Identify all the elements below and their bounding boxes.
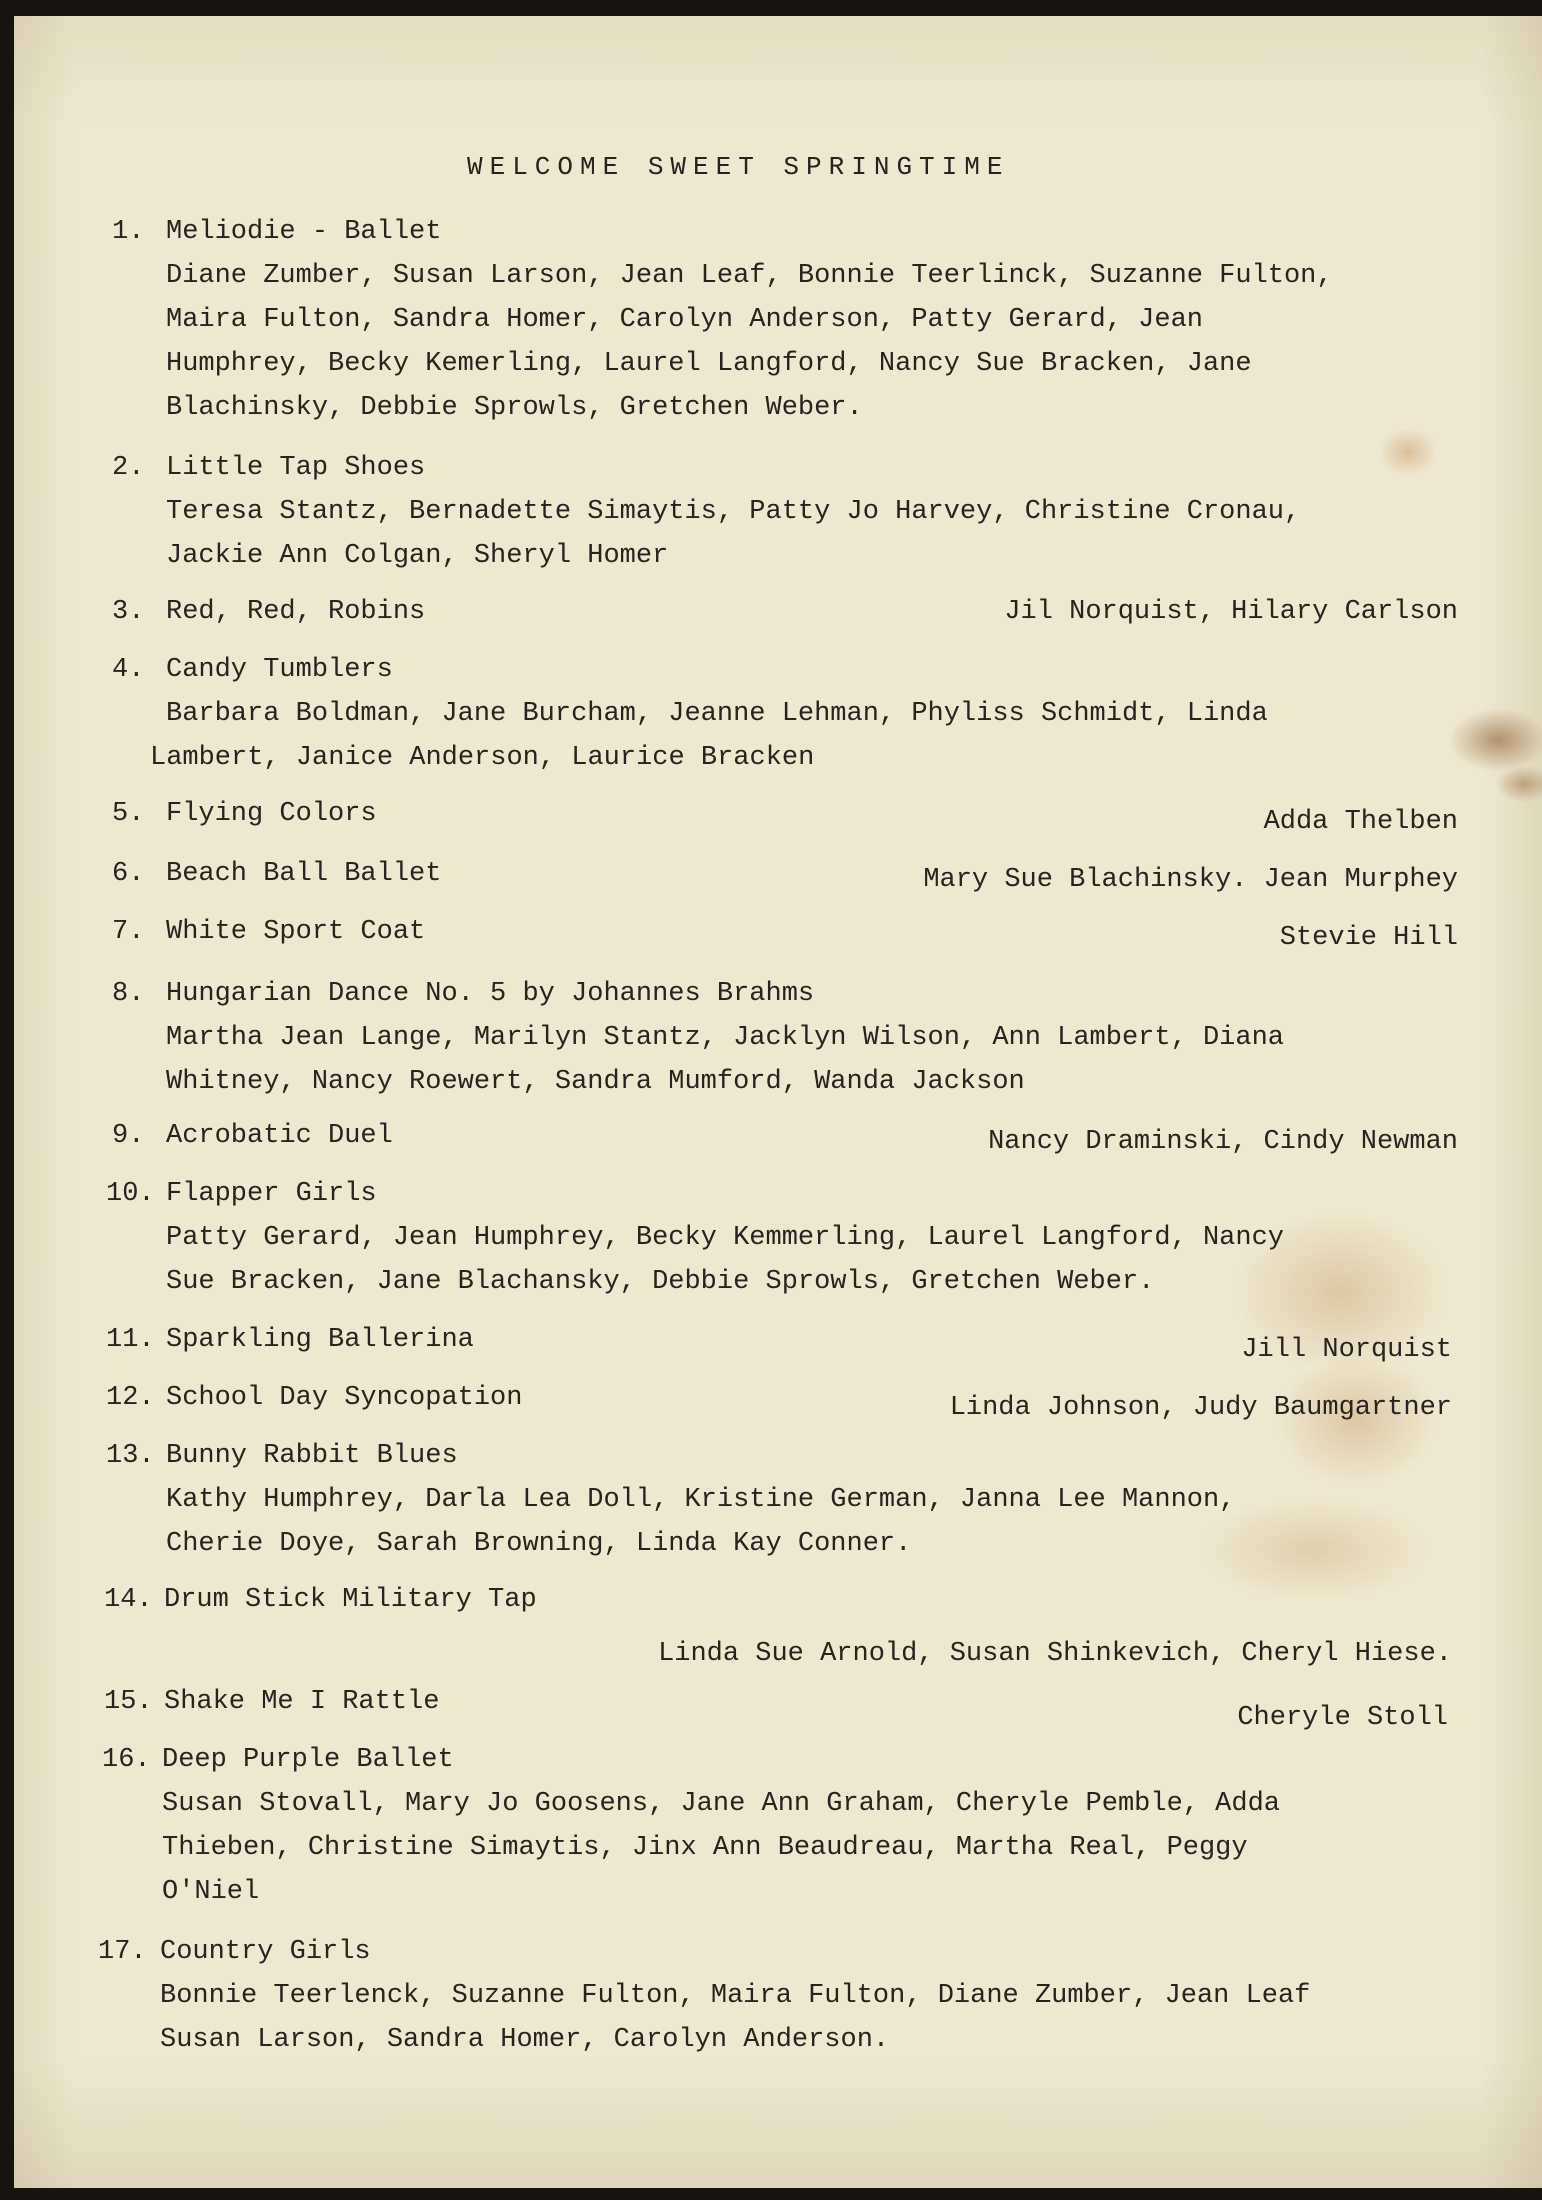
- performer-list: [112, 1016, 1492, 1104]
- item-title: Candy Tumblers: [166, 655, 393, 685]
- item-number: 1.: [112, 217, 145, 247]
- item-number: 10.: [106, 1179, 155, 1209]
- program-item: [112, 1114, 1492, 1158]
- item-number: 11.: [106, 1325, 155, 1355]
- performer-list: [112, 490, 1492, 578]
- item-number: 7.: [112, 917, 145, 947]
- item-number: 9.: [112, 1121, 145, 1151]
- item-number: 6.: [112, 859, 145, 889]
- performer-line: Maira Fulton, Sandra Homer, Carolyn Anderson, Patty Gerard, Jean: [166, 305, 1203, 335]
- program-item: [104, 1680, 1492, 1733]
- item-performers: Jill Norquist: [1241, 1335, 1452, 1365]
- performer-line: Susan Stovall, Mary Jo Goosens, Jane Ann Graham, Cheryle Pemble, Adda: [162, 1789, 1280, 1819]
- performer-list: [112, 254, 1492, 430]
- program-item: [112, 648, 1492, 780]
- item-performers: Jil Norquist, Hilary Carlson: [1004, 597, 1458, 627]
- item-number: 13.: [106, 1441, 155, 1471]
- performer-line: Lambert, Janice Anderson, Laurice Bracken: [150, 743, 815, 773]
- program-sheet: [14, 16, 1542, 2188]
- performer-line: Teresa Stantz, Bernadette Simaytis, Patty Jo Harvey, Christine Cronau,: [166, 497, 1301, 527]
- program-item: [106, 1172, 1492, 1304]
- item-number: 4.: [112, 655, 145, 685]
- item-performers: Linda Johnson, Judy Baumgartner: [949, 1393, 1452, 1423]
- performer-line: Blachinsky, Debbie Sprowls, Gretchen Weber.: [166, 393, 863, 423]
- program-item: [102, 1738, 1492, 1914]
- performer-line: Whitney, Nancy Roewert, Sandra Mumford, Wanda Jackson: [166, 1067, 1025, 1097]
- item-title: Flapper Girls: [166, 1179, 377, 1209]
- item-number: 14.: [104, 1585, 153, 1615]
- item-number: 5.: [112, 799, 145, 829]
- program-item: [98, 1930, 1492, 2062]
- item-title: Hungarian Dance No. 5 by Johannes Brahms: [166, 979, 815, 1009]
- performer-line: Susan Larson, Sandra Homer, Carolyn Anderson.: [160, 2025, 890, 2055]
- item-performers: Mary Sue Blachinsky. Jean Murphey: [923, 865, 1458, 895]
- program-item: [112, 852, 1492, 896]
- program-item: [112, 792, 1492, 836]
- item-title: Bunny Rabbit Blues: [166, 1441, 458, 1471]
- item-title: Beach Ball Ballet: [166, 859, 442, 889]
- item-title: Acrobatic Duel: [166, 1121, 393, 1151]
- program-item: [106, 1434, 1492, 1566]
- item-title: Meliodie - Ballet: [166, 217, 442, 247]
- item-number: 8.: [112, 979, 145, 1009]
- item-title: Deep Purple Ballet: [162, 1745, 454, 1775]
- item-title: Drum Stick Military Tap: [164, 1585, 537, 1615]
- item-number: 17.: [98, 1937, 147, 1967]
- performer-line: Sue Bracken, Jane Blachansky, Debbie Sprowls, Gretchen Weber.: [166, 1267, 1155, 1297]
- performer-line: Bonnie Teerlenck, Suzanne Fulton, Maira Fulton, Diane Zumber, Jean Leaf: [160, 1981, 1311, 2011]
- program-item: [106, 1318, 1492, 1365]
- performer-line: Barbara Boldman, Jane Burcham, Jeanne Lehman, Phyliss Schmidt, Linda: [166, 699, 1268, 729]
- program-item: [106, 1376, 1492, 1423]
- performer-line: Humphrey, Becky Kemerling, Laurel Langford, Nancy Sue Bracken, Jane: [166, 349, 1252, 379]
- item-performers: Linda Sue Arnold, Susan Shinkevich, Cheryl Hiese.: [658, 1639, 1452, 1669]
- program-item: [112, 972, 1492, 1104]
- performer-line: Patty Gerard, Jean Humphrey, Becky Kemmerling, Laurel Langford, Nancy: [166, 1223, 1284, 1253]
- item-title: Country Girls: [160, 1937, 371, 1967]
- item-title: Little Tap Shoes: [166, 453, 426, 483]
- item-title: Flying Colors: [166, 799, 377, 829]
- performer-line: Jackie Ann Colgan, Sheryl Homer: [166, 541, 669, 571]
- item-number: 16.: [102, 1745, 151, 1775]
- performer-list: [106, 1216, 1492, 1304]
- item-number: 15.: [104, 1687, 153, 1717]
- performer-list: [98, 1974, 1492, 2062]
- performer-list: [112, 692, 1492, 780]
- item-number: 12.: [106, 1383, 155, 1413]
- performer-list: [102, 1782, 1492, 1914]
- item-performers: Adda Thelben: [1263, 807, 1458, 837]
- performer-line: Kathy Humphrey, Darla Lea Doll, Kristine German, Janna Lee Mannon,: [166, 1485, 1236, 1515]
- program-item: [112, 910, 1492, 954]
- item-title: Shake Me I Rattle: [164, 1687, 440, 1717]
- performer-line: Thieben, Christine Simaytis, Jinx Ann Beaudreau, Martha Real, Peggy: [162, 1833, 1248, 1863]
- program-item: [112, 210, 1492, 430]
- item-number: 2.: [112, 453, 145, 483]
- item-title: Red, Red, Robins: [166, 597, 426, 627]
- item-title: Sparkling Ballerina: [166, 1325, 474, 1355]
- item-performers: Nancy Draminski, Cindy Newman: [988, 1127, 1458, 1157]
- item-performers: Stevie Hill: [1279, 923, 1458, 953]
- performer-line: Martha Jean Lange, Marilyn Stantz, Jacklyn Wilson, Ann Lambert, Diana: [166, 1023, 1284, 1053]
- performer-line: Diane Zumber, Susan Larson, Jean Leaf, Bonnie Teerlinck, Suzanne Fulton,: [166, 261, 1333, 291]
- item-number: 3.: [112, 597, 145, 627]
- program-item: [112, 446, 1492, 578]
- item-performers: Cheryle Stoll: [1237, 1703, 1448, 1733]
- item-title: White Sport Coat: [166, 917, 426, 947]
- program-item: [112, 590, 1492, 634]
- program-item: [104, 1578, 1492, 1682]
- performer-line: Cherie Doye, Sarah Browning, Linda Kay Conner.: [166, 1529, 912, 1559]
- performer-list: [106, 1478, 1492, 1566]
- program-title: WELCOME SWEET SPRINGTIME: [467, 152, 1010, 182]
- item-title: School Day Syncopation: [166, 1383, 523, 1413]
- performer-line: O'Niel: [162, 1877, 260, 1907]
